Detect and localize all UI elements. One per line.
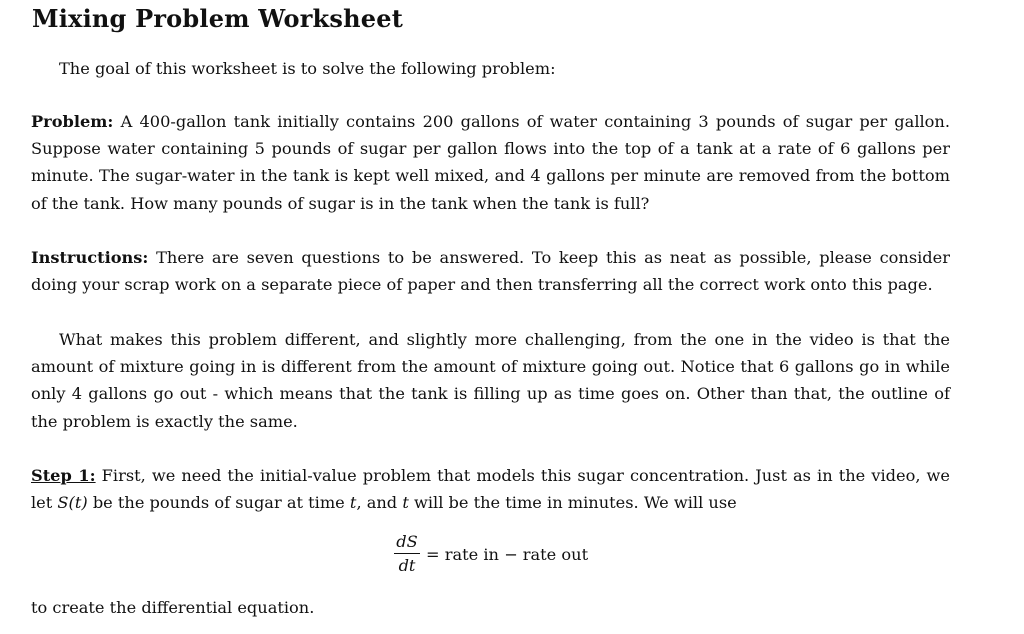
step1-text-b: be the pounds of sugar at time	[92, 493, 345, 513]
step1-var-t: t	[349, 493, 357, 513]
equation-rhs: = rate in − rate out	[426, 544, 589, 564]
step1-var-t-second: t	[402, 493, 409, 513]
instructions-label: Instructions:	[31, 248, 149, 267]
fraction-bar	[394, 553, 420, 554]
difference-paragraph	[31, 326, 950, 435]
step1-label: Step 1:	[31, 466, 96, 485]
page-title: Mixing Problem Worksheet	[32, 4, 403, 33]
instructions-paragraph	[31, 244, 950, 298]
difference-text: What makes this problem different, and slightly more challenging, from the one in the video is that the amount of mixture going in is different from the amount of mixture going out. Notice that 6 gallons go in while only 4 gallons go out - which means that the tank is filling up as time goes on. Other than that, the outline of the problem is exactly the same.	[31, 330, 950, 431]
derivative-fraction	[394, 532, 420, 576]
goal-text: The goal of this worksheet is to solve the following problem:	[59, 59, 556, 78]
step1-text-d: will be the time in minutes. We will use	[414, 493, 737, 513]
instructions-text: There are seven questions to be answered. To keep this as neat as possible, please consider doing your scrap work on a separate piece of paper and then transferring all the correct work onto this page.	[31, 248, 950, 295]
step1-var-s-of-t: S(t)	[57, 493, 88, 513]
step1-paragraph	[31, 462, 950, 516]
problem-label: Problem:	[31, 112, 114, 131]
step1-text-c: , and	[356, 493, 398, 513]
problem-paragraph	[31, 108, 950, 217]
goal-paragraph	[31, 55, 950, 82]
step1-text-a: First, we need the initial-value problem that models this sugar concentration. Just as in the video, we let	[31, 466, 950, 513]
fraction-denominator: dt	[398, 556, 416, 575]
fraction-numerator: dS	[396, 532, 418, 551]
after-equation-text: to create the differential equation.	[31, 598, 315, 617]
differential-equation	[394, 532, 588, 576]
problem-text: A 400-gallon tank initially contains 200 gallons of water containing 3 pounds of sugar per gallon. Suppose water containing 5 pounds of sugar per gallon flows into the top of a tank at a rate of 6 gallons per minute. The sugar-water in the tank is kept well mixed, and 4 gallons per minute are removed from the bottom of the tank. How many pounds of sugar is in the tank when the tank is full?	[31, 112, 950, 213]
after-equation-paragraph	[31, 594, 950, 621]
